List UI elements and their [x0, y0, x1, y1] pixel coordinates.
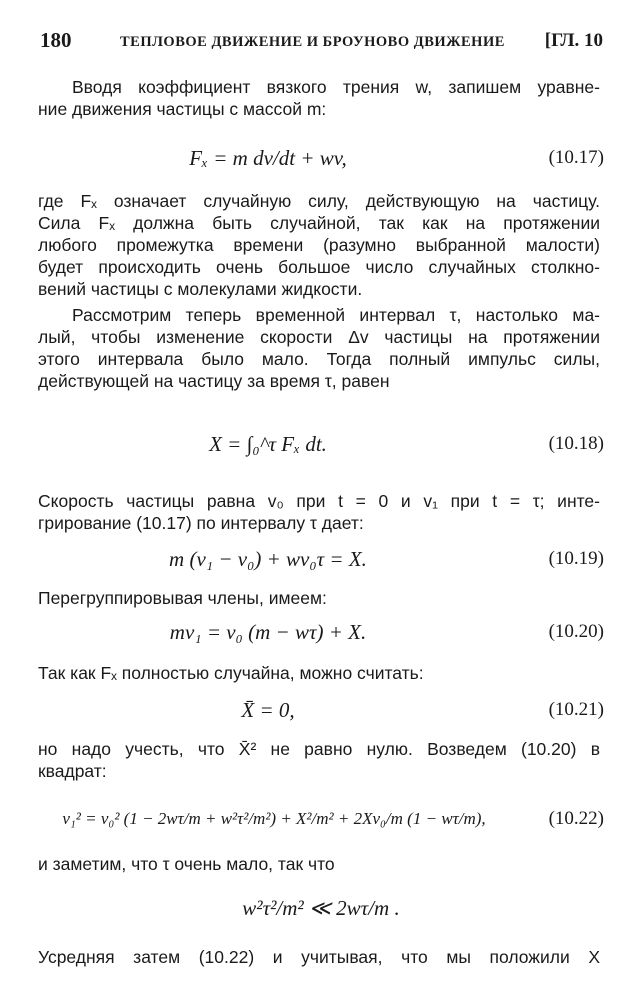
formula: X = ∫₀^τ Fₓ dt.	[209, 432, 327, 456]
equation-10-20	[38, 614, 604, 650]
text-line: действующей на частицу за время τ, равен	[38, 371, 390, 391]
equation-number: (10.18)	[548, 433, 604, 454]
paragraph-intro	[38, 76, 600, 120]
text-line: Рассмотрим теперь временной интервал τ, настолько ма-	[72, 305, 600, 325]
text-line: Усредняя затем (10.22) и учитывая, что мы положили X	[38, 947, 600, 967]
text-line: Перегруппировывая члены, имеем:	[38, 588, 327, 608]
equation-number: (10.19)	[548, 548, 604, 569]
paragraph-regroup	[38, 587, 600, 609]
equation-number: (10.17)	[548, 147, 604, 168]
text-line: но надо учесть, что X̄² не равно нулю. Возведем (10.20) в	[38, 739, 600, 759]
formula: X̄ = 0,	[241, 698, 295, 722]
paragraph-averaging	[38, 946, 600, 968]
equation-10-19	[38, 541, 604, 577]
equation-10-17	[38, 140, 604, 176]
text-line: этого интервала было мало. Тогда полный импульс силы,	[38, 349, 600, 369]
running-header	[40, 28, 603, 58]
text-line: Скорость частицы равна v₀ при t = 0 и v₁ при t = τ; инте-	[38, 491, 600, 511]
inequality	[38, 886, 604, 930]
chapter-label: [ГЛ. 10	[544, 30, 603, 51]
running-title: ТЕПЛОВОЕ ДВИЖЕНИЕ И БРОУНОВО ДВИЖЕНИЕ	[120, 34, 505, 50]
paragraph-square	[38, 738, 600, 782]
equation-number: (10.21)	[548, 699, 604, 720]
text-line: грирование (10.17) по интервалу τ дает:	[38, 513, 364, 533]
formula: w²τ²/m² ≪ 2wτ/m .	[242, 896, 400, 920]
equation-10-22	[38, 798, 604, 840]
text-line: Так как Fₓ полностью случайна, можно считать:	[38, 663, 424, 683]
text-line: квадрат:	[38, 761, 107, 781]
paragraph-random-force	[38, 190, 600, 300]
text-line: ние движения частицы с массой m:	[38, 99, 327, 119]
text-line: и заметим, что τ очень мало, так что	[38, 854, 335, 874]
paragraph-random	[38, 662, 600, 684]
paragraph-interval	[38, 304, 600, 392]
formula: m (v₁ − v₀) + wv₀τ = X.	[169, 547, 367, 571]
text-line: лый, чтобы изменение скорости Δv частицы на протяжении	[38, 327, 600, 347]
paragraph-velocity	[38, 490, 600, 534]
text-line: вений частицы с молекулами жидкости.	[38, 279, 363, 299]
formula: v₁² = v₀² (1 − 2wτ/m + w²τ²/m²) + X²/m² + 2Xv₀/m (1 − wτ/m),	[62, 809, 486, 828]
text-line: где Fₓ означает случайную силу, действующую на частицу.	[38, 191, 600, 211]
equation-number: (10.20)	[548, 621, 604, 642]
formula: Fₓ = m dv/dt + wv,	[189, 146, 347, 170]
text-line: Сила Fₓ должна быть случайной, так как на протяжении	[38, 213, 600, 233]
equation-number: (10.22)	[548, 808, 604, 829]
paragraph-small-tau	[38, 853, 600, 875]
text-line: любого промежутка времени (разумно выбранной малости)	[38, 235, 600, 255]
equation-10-21	[38, 692, 604, 728]
formula: mv₁ = v₀ (m − wτ) + X.	[169, 620, 367, 644]
page-number: 180	[40, 28, 72, 52]
equation-10-18	[38, 420, 604, 468]
text-line: Вводя коэффициент вязкого трения w, запишем уравне-	[72, 77, 600, 97]
text-line: будет происходить очень большое число случайных столкно-	[38, 257, 600, 277]
